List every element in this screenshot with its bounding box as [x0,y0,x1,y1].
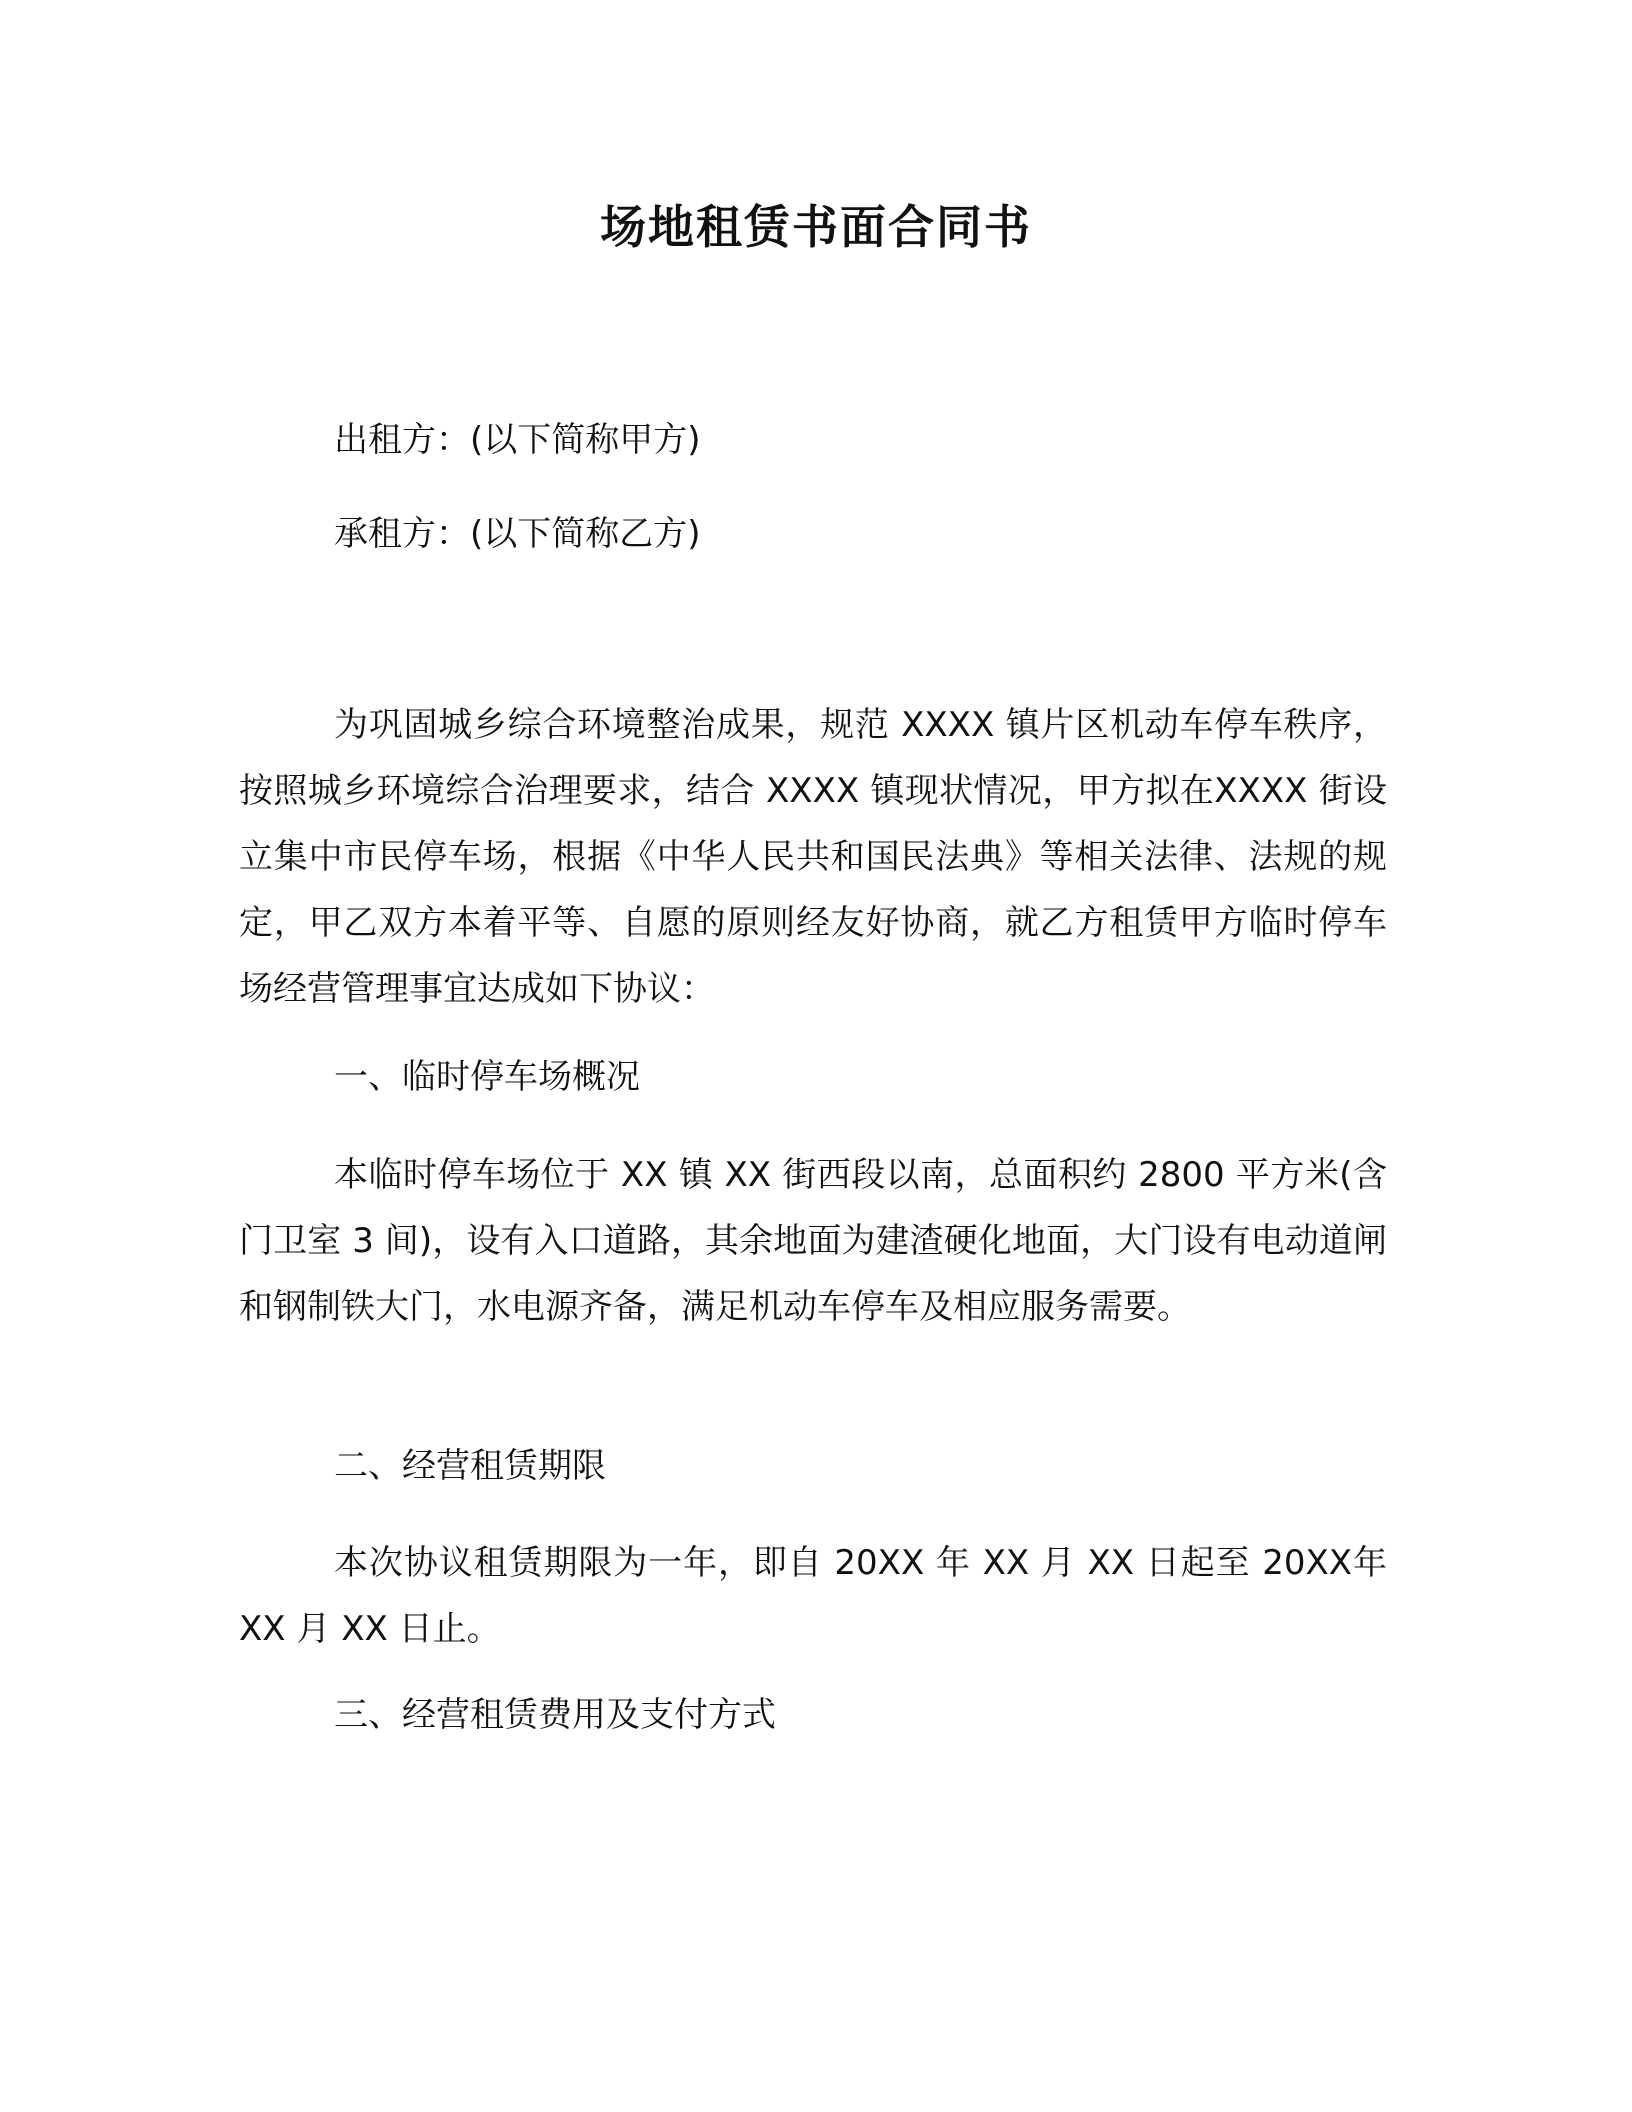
document-title: 场地租赁书面合同书 [600,200,1032,254]
lessee-line: 承租方：(以下简称乙方) [334,514,701,554]
section-heading-2: 二、经营租赁期限 [334,1446,606,1486]
section-body-2: 本次协议租赁期限为一年，即自 20XX 年 XX 月 XX 日起至 20XX年 XX 月 XX 日止。 [239,1543,1387,1649]
section-heading-1: 一、临时停车场概况 [334,1057,640,1097]
section-heading-3: 三、经营租赁费用及支付方式 [334,1695,776,1735]
intro-paragraph: 为巩固城乡综合环境整治成果，规范 XXXX 镇片区机动车停车秩序，按照城乡环境综合治理要求，结合 XXXX 镇现状情况，甲方拟在XXXX 街设立集中市民停车场，根据《中华人民共和国民法典》等相关法律、法规的规定，甲乙双方本着平等、自愿的原则经友好协商，就乙方租赁甲方临时停车场经营管理事宜达成如下协议： [239,705,1387,1009]
section-body-1: 本临时停车场位于 XX 镇 XX 街西段以南，总面积约 2800 平方米(含门卫室 3 间)，设有入口道路，其余地面为建渣硬化地面，大门设有电动道闸和钢制铁大门，水电源齐备，满足机动车停车及相应服务需要。 [239,1155,1387,1327]
lessor-line: 出租方：(以下简称甲方) [334,420,701,460]
